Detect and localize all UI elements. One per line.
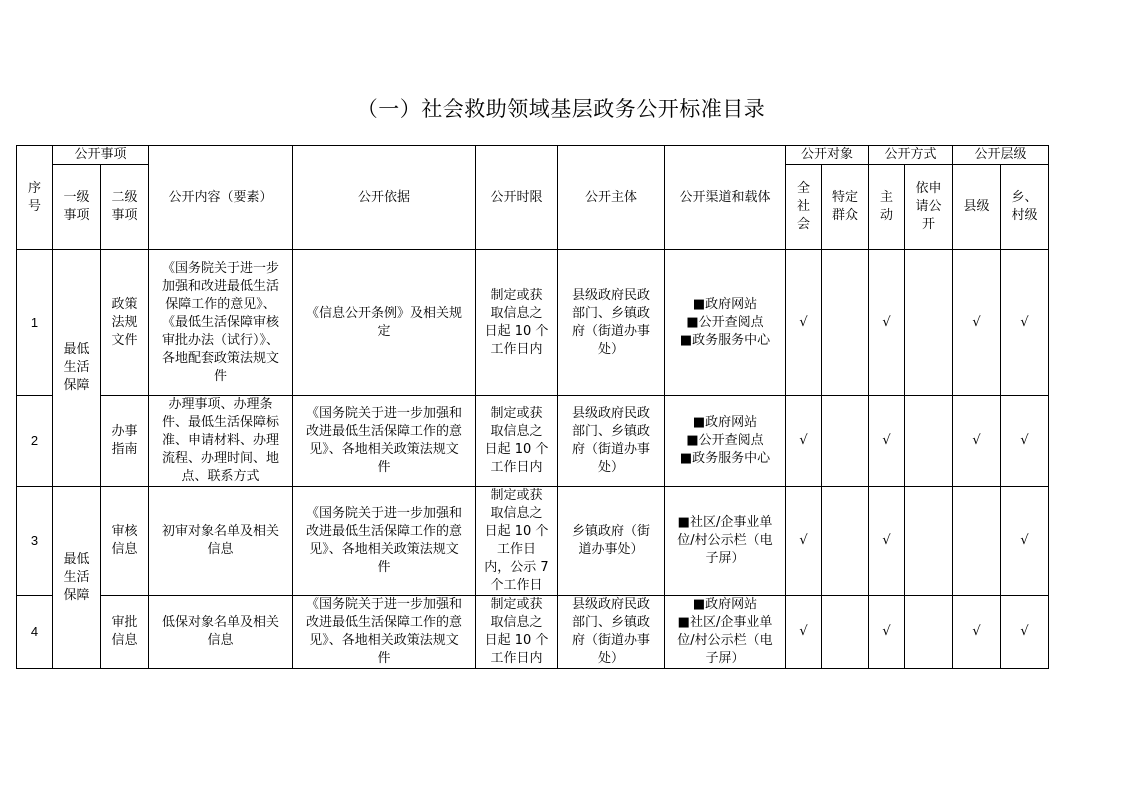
header-subject: 公开主体 — [558, 146, 665, 250]
header-basis: 公开依据 — [293, 146, 476, 250]
row-basis: 《国务院关于进一步加强和 改进最低生活保障工作的意 见》、各地相关政策法规文 件 — [293, 396, 476, 487]
table-row — [17, 596, 1049, 669]
row-level-county-check: √ — [953, 596, 1001, 669]
row-audience-specific-check — [822, 596, 869, 669]
header-level-county: 县级 — [953, 165, 1001, 250]
row-basis: 《信息公开条例》及相关规 定 — [293, 250, 476, 396]
row-channel: ■政府网站 ■社区/企事业单 位/村公示栏（电 子屏） — [665, 596, 786, 669]
row-content: 《国务院关于进一步 加强和改进最低生活 保障工作的意见》、 《最低生活保障审核 审批办法（试行）》、 各地配套政策法规文 件 — [149, 250, 293, 396]
row-level-county-check: √ — [953, 250, 1001, 396]
row-level-village-check: √ — [1001, 396, 1049, 487]
table-row — [17, 487, 1049, 596]
row-time-limit: 制定或获 取信息之 日起 10 个 工作日 内，公示 7 个工作日 — [476, 487, 558, 596]
row-seq: 3 — [17, 487, 53, 596]
row-method-active-check: √ — [869, 596, 905, 669]
row-subject: 乡镇政府（街 道办事处） — [558, 487, 665, 596]
row-level-county-check: √ — [953, 396, 1001, 487]
header-level2: 二级 事项 — [101, 165, 149, 250]
row-seq: 2 — [17, 396, 53, 487]
row-audience-all-check: √ — [786, 396, 822, 487]
header-method-apply: 依申 请公 开 — [905, 165, 953, 250]
row-method-active-check: √ — [869, 250, 905, 396]
header-level-village: 乡、 村级 — [1001, 165, 1049, 250]
header-items-group: 公开事项 — [53, 146, 149, 165]
row-time-limit: 制定或获 取信息之 日起 10 个 工作日内 — [476, 250, 558, 396]
row-method-apply-check — [905, 596, 953, 669]
row-audience-all-check: √ — [786, 250, 822, 396]
header-row — [17, 146, 1049, 165]
catalog-table — [16, 145, 1049, 669]
row-method-apply-check — [905, 396, 953, 487]
row-content: 初审对象名单及相关 信息 — [149, 487, 293, 596]
row-seq: 1 — [17, 250, 53, 396]
row-method-active-check: √ — [869, 487, 905, 596]
row-level2: 办事 指南 — [101, 396, 149, 487]
row-subject: 县级政府民政 部门、乡镇政 府（街道办事 处） — [558, 250, 665, 396]
row-level-village-check: √ — [1001, 250, 1049, 396]
table-row — [17, 250, 1049, 396]
row-audience-specific-check — [822, 396, 869, 487]
header-channel: 公开渠道和载体 — [665, 146, 786, 250]
row-time-limit: 制定或获 取信息之 日起 10 个 工作日内 — [476, 596, 558, 669]
row-method-active-check: √ — [869, 396, 905, 487]
row-method-apply-check — [905, 250, 953, 396]
row-level-village-check: √ — [1001, 487, 1049, 596]
row-level1: 最低 生活 保障 — [53, 487, 101, 669]
row-basis: 《国务院关于进一步加强和 改进最低生活保障工作的意 见》、各地相关政策法规文 件 — [293, 487, 476, 596]
header-time-limit: 公开时限 — [476, 146, 558, 250]
row-level2: 政策 法规 文件 — [101, 250, 149, 396]
row-seq: 4 — [17, 596, 53, 669]
row-content: 低保对象名单及相关 信息 — [149, 596, 293, 669]
header-method-active: 主 动 — [869, 165, 905, 250]
row-time-limit: 制定或获 取信息之 日起 10 个 工作日内 — [476, 396, 558, 487]
header-level1: 一级 事项 — [53, 165, 101, 250]
table-row — [17, 396, 1049, 487]
header-level-group: 公开层级 — [953, 146, 1049, 165]
row-audience-specific-check — [822, 487, 869, 596]
row-method-apply-check — [905, 487, 953, 596]
row-audience-specific-check — [822, 250, 869, 396]
row-subject: 县级政府民政 部门、乡镇政 府（街道办事 处） — [558, 396, 665, 487]
header-method-group: 公开方式 — [869, 146, 953, 165]
header-content: 公开内容（要素） — [149, 146, 293, 250]
row-subject: 县级政府民政 部门、乡镇政 府（街道办事 处） — [558, 596, 665, 669]
header-audience-specific: 特定 群众 — [822, 165, 869, 250]
row-level1: 最低 生活 保障 — [53, 250, 101, 487]
row-audience-all-check: √ — [786, 596, 822, 669]
row-channel: ■政府网站 ■公开查阅点 ■政务服务中心 — [665, 250, 786, 396]
row-level-county-check — [953, 487, 1001, 596]
page-title: （一）社会救助领域基层政务公开标准目录 — [356, 97, 766, 121]
header-seq: 序 号 — [17, 146, 53, 250]
header-audience-all: 全 社 会 — [786, 165, 822, 250]
row-channel: ■政府网站 ■公开查阅点 ■政务服务中心 — [665, 396, 786, 487]
row-content: 办理事项、办理条 件、最低生活保障标 准、申请材料、办理 流程、办理时间、地 点、联系方式 — [149, 396, 293, 487]
row-basis: 《国务院关于进一步加强和 改进最低生活保障工作的意 见》、各地相关政策法规文 件 — [293, 596, 476, 669]
row-channel: ■社区/企事业单 位/村公示栏（电 子屏） — [665, 487, 786, 596]
row-level-village-check: √ — [1001, 596, 1049, 669]
row-audience-all-check: √ — [786, 487, 822, 596]
row-level2: 审批 信息 — [101, 596, 149, 669]
row-level2: 审核 信息 — [101, 487, 149, 596]
header-audience-group: 公开对象 — [786, 146, 869, 165]
